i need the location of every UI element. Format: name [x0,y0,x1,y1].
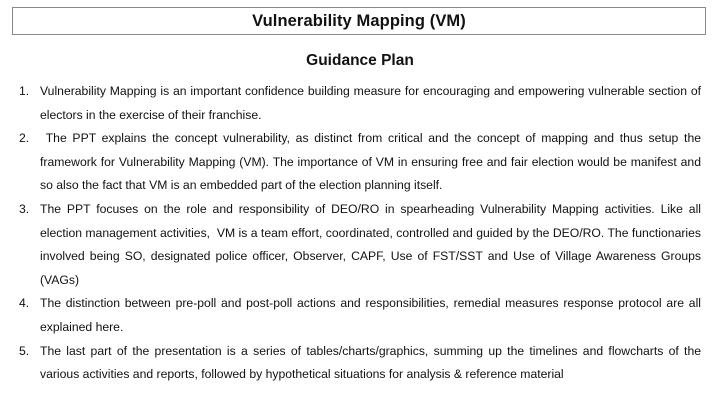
list-item-text: Vulnerability Mapping is an important confidence building measure for encouraging and empowering vulnerable section of electors in the exercise of their franchise. [40,84,701,122]
list-item-text: The PPT focuses on the role and responsibility of DEO/RO in spearheading Vulnerability Mapping activities. Like all election management activities, VM is a team effort, coordinated, controlled and guided by the DEO/RO. The functionaries involved being SO, designated police officer, Observer, CAPF, Use of FST/SST and Use of Village Awareness Groups (VAGs) [40,201,705,287]
page-title: Vulnerability Mapping (VM) [252,11,466,30]
list-item [0,80,720,127]
list-item-text: The PPT explains the concept vulnerability, as distinct from critical and the concept of mapping and thus setup the framework for Vulnerability Mapping (VM). The importance of VM in ensuring free and fair election would be manifest and so also the fact that VM is an embedded part of the election planning itself. [40,131,705,193]
list-item-text: The last part of the presentation is a series of tables/charts/graphics, summing up the timelines and flowcharts of the various activities and reports, followed by hypothetical situations for analysis & reference material [40,343,701,382]
list-item-number: 1. [19,84,30,98]
list-item [0,292,720,339]
list-item [0,340,720,387]
list-item-text: The distinction between pre-poll and post-poll actions and responsibilities, remedial measures response protocol are all explained here. [40,296,701,334]
list-item-number: 4. [19,296,30,311]
title-box [12,7,706,35]
list-item-number: 2. [19,131,30,146]
section-subtitle: Guidance Plan [306,52,414,69]
list-item-number: 3. [19,201,30,216]
list-item [0,198,720,292]
list-item [0,127,720,198]
guidance-list [0,80,720,387]
list-item-number: 5. [19,343,30,358]
